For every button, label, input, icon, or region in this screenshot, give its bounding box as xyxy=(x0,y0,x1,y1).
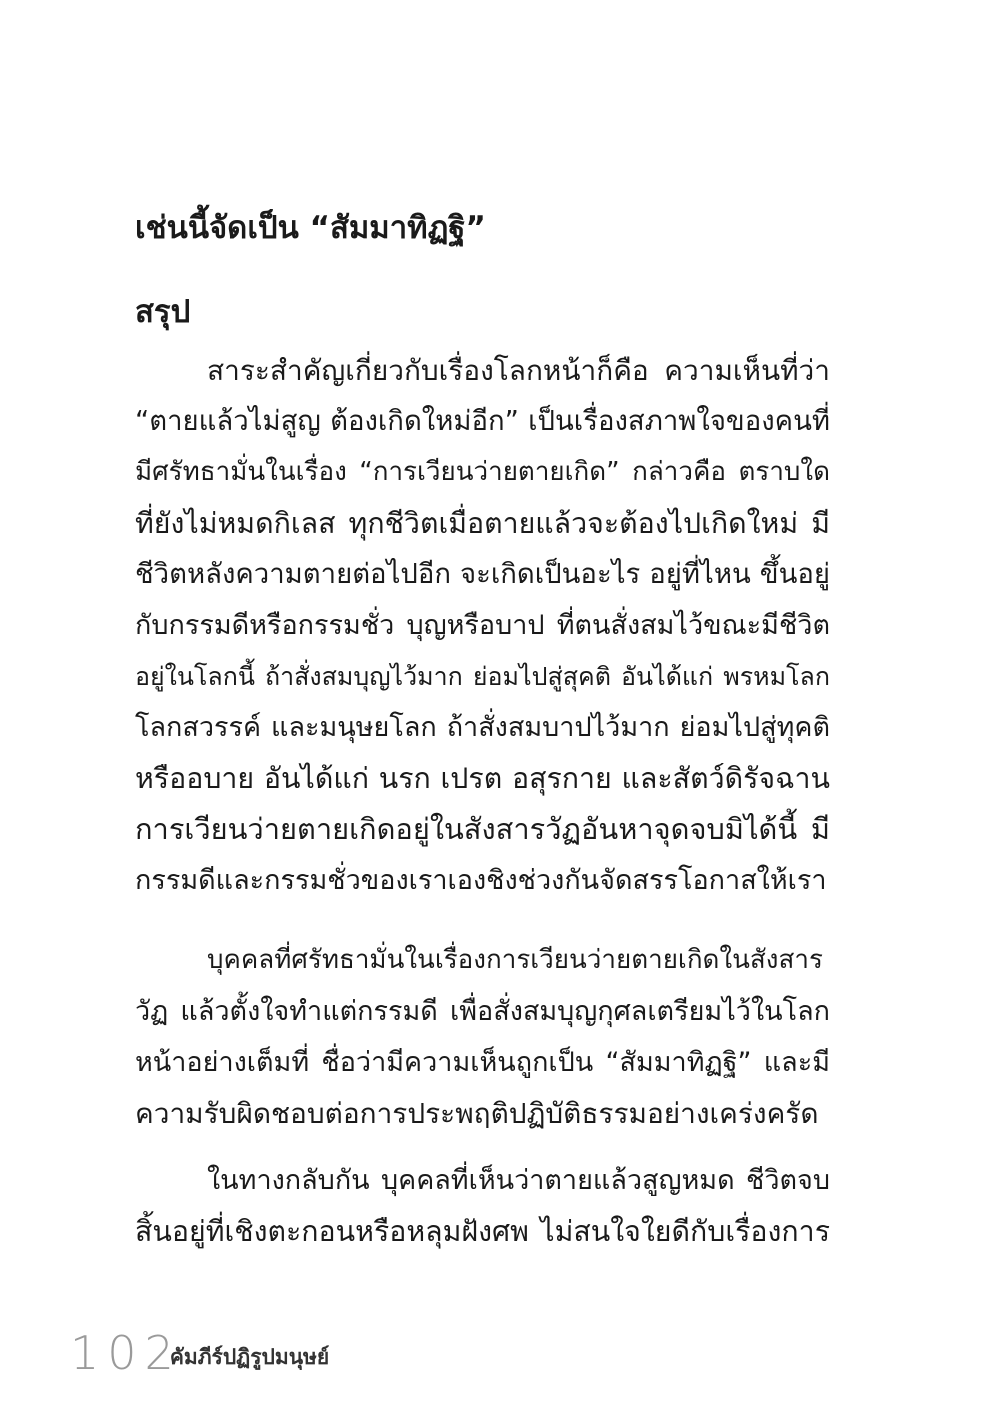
page-number: 102 xyxy=(70,1326,182,1380)
text-line: ความรับผิดชอบต่อการประพฤติปฏิบัติธรรมอย่างเคร่งครัด xyxy=(135,1097,819,1130)
text-line: มีศรัทธามั่นในเรื่อง “การเวียนว่ายตายเกิด” กล่าวคือ ตราบใด xyxy=(135,457,830,487)
text-line: “ตายแล้วไม่สูญ ต้องเกิดใหม่อีก” เป็นเรื่องสภาพใจของคนที่ xyxy=(135,405,830,437)
page-footer xyxy=(70,1318,329,1378)
text-line: โลกสวรรค์ และมนุษยโลก ถ้าสั่งสมบาปไว้มาก ย่อมไปสู่ทุคติ xyxy=(135,712,830,743)
section-heading: เช่นนี้จัดเป็น “สัมมาทิฏฐิ” xyxy=(135,210,486,246)
body-text xyxy=(135,345,830,906)
text-line: กรรมดีและกรรมชั่วของเราเองชิงช่วงกันจัดสรรโอกาสให้เรา xyxy=(135,865,827,896)
text-line: การเวียนว่ายตายเกิดอยู่ในสังสารวัฏอันหาจุดจบมิได้นี้ มี xyxy=(135,812,830,846)
text-line: ชีวิตหลังความตายต่อไปอีก จะเกิดเป็นอะไร อยู่ที่ไหน ขึ้นอยู่ xyxy=(135,558,830,590)
text-line: วัฏ แล้วตั้งใจทำแต่กรรมดี เพื่อสั่งสมบุญกุศลเตรียมไว้ในโลก xyxy=(135,996,830,1027)
body-text xyxy=(135,935,830,1139)
text-line: อยู่ในโลกนี้ ถ้าสั่งสมบุญไว้มาก ย่อมไปสู่สุคติ อันได้แก่ พรหมโลก xyxy=(135,662,830,691)
book-title: คัมภีร์ปฏิรูปมนุษย์ xyxy=(169,1345,330,1369)
text-line: สาระสำคัญเกี่ยวกับเรื่องโลกหน้าก็คือ ความเห็นที่ว่า xyxy=(207,354,830,387)
text-line: หน้าอย่างเต็มที่ ชื่อว่ามีความเห็นถูกเป็น “สัมมาทิฏฐิ” และมี xyxy=(135,1047,830,1078)
text-line: สิ้นอยู่ที่เชิงตะกอนหรือหลุมฝังศพ ไม่สนใจใยดีกับเรื่องการ xyxy=(135,1215,830,1248)
text-line: บุคคลที่ศรัทธามั่นในเรื่องการเวียนว่ายตายเกิดในสังสาร xyxy=(207,945,823,975)
text-line: กับกรรมดีหรือกรรมชั่ว บุญหรือบาป ที่ตนสั่งสมไว้ขณะมีชีวิต xyxy=(135,610,830,641)
paragraph-1 xyxy=(135,345,830,906)
body-text xyxy=(135,1155,830,1257)
text-line: หรืออบาย อันได้แก่ นรก เปรต อสุรกาย และสัตว์ดิรัจฉาน xyxy=(135,762,830,795)
paragraph-3 xyxy=(135,1155,830,1257)
summary-heading: สรุป xyxy=(135,294,191,330)
paragraph-2 xyxy=(135,935,830,1139)
text-line: ในทางกลับกัน บุคคลที่เห็นว่าตายแล้วสูญหมด ชีวิตจบ xyxy=(207,1165,830,1196)
text-line: ที่ยังไม่หมดกิเลส ทุกชีวิตเมื่อตายแล้วจะต้องไปเกิดใหม่ มี xyxy=(135,507,830,540)
